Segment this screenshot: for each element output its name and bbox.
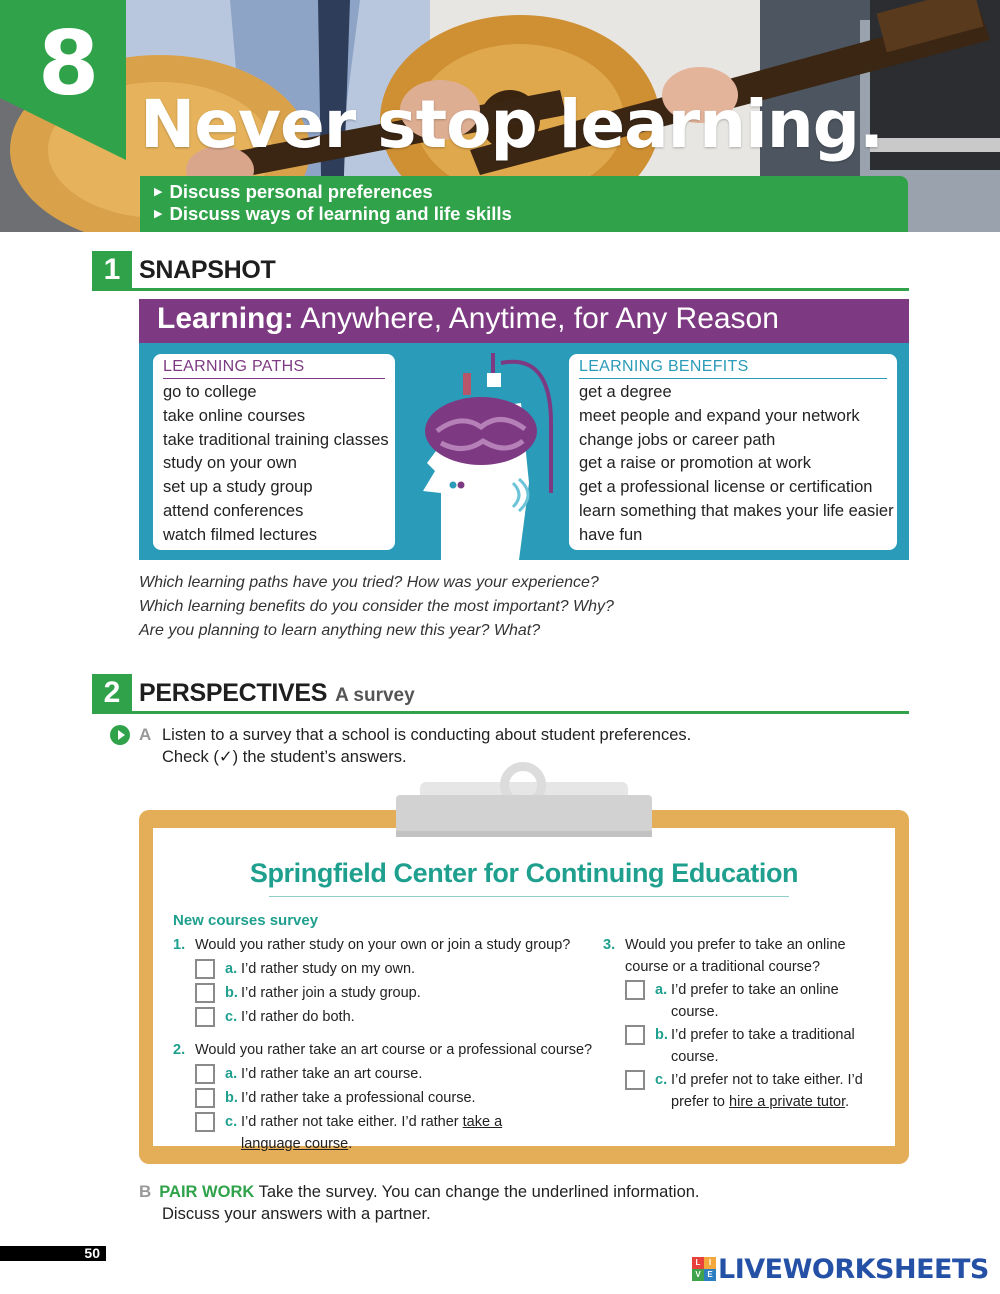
list-item: go to college (163, 383, 257, 401)
goal-text: Discuss personal preferences (169, 181, 433, 202)
survey-question-3 (603, 934, 883, 978)
clipboard (139, 810, 909, 1164)
list-item: get a professional license or certification (579, 478, 873, 497)
survey-question-2 (173, 1039, 593, 1061)
option-2c (195, 1111, 515, 1155)
option-text: course. (671, 1004, 719, 1020)
survey-paper (153, 828, 895, 1152)
title-underline (269, 896, 789, 897)
logo-letter: L (692, 1257, 704, 1269)
instruction-line: Listen to a survey that a school is conducting about student preferences. (162, 726, 692, 744)
unit-hero (0, 0, 1000, 232)
unit-goals (140, 176, 908, 232)
option-text-part: prefer to (671, 1094, 730, 1110)
option-letter: c. (655, 1072, 668, 1088)
section-title: SNAPSHOT (139, 256, 276, 284)
question-number: 1. (173, 937, 186, 953)
liveworksheets-brand[interactable] (692, 1254, 989, 1284)
section-number: 2 (92, 674, 132, 712)
brand-text: LIVEWORKSHEETS (718, 1253, 989, 1285)
unit-number: 8 (38, 12, 100, 115)
discussion-question: Are you planning to learn anything new this year? What? (139, 622, 541, 639)
answer-checkbox[interactable] (195, 1112, 215, 1132)
exercise-a-instructions (110, 724, 691, 768)
goal-item (154, 181, 894, 203)
list-item: meet people and expand your network (579, 406, 860, 425)
underlined-phrase: hire a private tutor (729, 1094, 846, 1110)
option-letter: a. (225, 961, 238, 977)
option-text-part: I’d rather not take either. I’d rather (241, 1114, 463, 1130)
answer-checkbox[interactable] (195, 1007, 215, 1027)
question-text: Would you rather take an art course or a professional course? (195, 1042, 593, 1058)
logo-letter: V (692, 1269, 704, 1281)
option-text-part: . (845, 1094, 850, 1110)
option-text (671, 1091, 885, 1113)
audio-play-icon[interactable] (110, 725, 130, 745)
question-text: Would you rather study on your own or join a study group? (195, 937, 571, 953)
list-item: take traditional training classes (163, 430, 389, 449)
survey-title: Springfield Center for Continuing Education (249, 858, 799, 888)
goal-item (154, 203, 894, 225)
exercise-letter: B (139, 1182, 152, 1201)
answer-checkbox[interactable] (195, 1088, 215, 1108)
question-number: 3. (603, 937, 616, 953)
option-text: I’d rather join a study group. (241, 985, 421, 1001)
section-subtitle: A survey (335, 685, 415, 706)
snapshot-body (139, 343, 909, 560)
panel-heading: LEARNING BENEFITS (579, 358, 887, 379)
unit-title: Never stop learning. (140, 86, 884, 163)
answer-checkbox[interactable] (195, 1064, 215, 1084)
triangle-bullet-icon: ▶ (154, 186, 163, 198)
answer-checkbox[interactable] (625, 1025, 645, 1045)
list-item: have fun (579, 525, 643, 544)
option-letter: b. (225, 1090, 238, 1106)
list-item: watch filmed lectures (163, 525, 318, 544)
goal-text: Discuss ways of learning and life skills (169, 203, 512, 224)
underlined-phrase: language course (241, 1136, 349, 1152)
survey-subtitle: New courses survey (173, 912, 319, 929)
snapshot-section-header (92, 251, 909, 291)
list-item: attend conferences (163, 501, 304, 520)
banner-bold: Learning: (157, 302, 294, 335)
learning-paths-panel (153, 354, 395, 550)
clipboard-clip (396, 795, 652, 837)
list-item: set up a study group (163, 478, 313, 497)
instruction-line: Discuss your answers with a partner. (162, 1205, 431, 1223)
option-3c (625, 1069, 885, 1113)
option-letter: b. (225, 985, 238, 1001)
pair-work-label: PAIR WORK (159, 1183, 255, 1201)
option-text (241, 1111, 515, 1155)
answer-checkbox[interactable] (195, 959, 215, 979)
option-letter: c. (225, 1114, 238, 1130)
option-2b (195, 1087, 476, 1109)
option-1a (195, 958, 415, 980)
survey-question-1 (173, 934, 573, 956)
instruction-line: Take the survey. You can change the underlined information. (258, 1183, 700, 1201)
liveworksheets-logo-icon (692, 1257, 716, 1281)
snapshot-banner (139, 299, 909, 343)
list-item: learn something that makes your life easier (579, 501, 894, 520)
option-2a (195, 1063, 422, 1085)
option-text: I’d rather do both. (241, 1009, 355, 1025)
option-text: I’d rather take a professional course. (241, 1090, 476, 1106)
option-letter: b. (655, 1027, 668, 1043)
brain-head-illustration (401, 343, 561, 560)
logo-letter: I (704, 1257, 716, 1269)
option-3b (625, 1024, 885, 1068)
list-item: get a raise or promotion at work (579, 454, 812, 473)
list-item: take online courses (163, 406, 306, 425)
answer-checkbox[interactable] (195, 983, 215, 1003)
perspectives-section-header (92, 674, 909, 714)
exercise-b-instructions (139, 1181, 700, 1225)
option-letter: a. (225, 1066, 238, 1082)
underlined-phrase: take a (462, 1114, 503, 1130)
logo-letter: E (704, 1269, 716, 1281)
learning-benefits-panel (569, 354, 897, 550)
section-title-text: PERSPECTIVES (139, 679, 328, 707)
snapshot-questions (139, 571, 614, 643)
option-letter: a. (655, 982, 668, 998)
option-text: course. (671, 1049, 719, 1065)
question-text: course or a traditional course? (625, 959, 821, 975)
option-text: I’d prefer to take a traditional (671, 1027, 855, 1043)
instruction-line: Check (✓) the student’s answers. (162, 748, 407, 766)
triangle-bullet-icon: ▶ (154, 208, 163, 220)
option-text: I’d rather study on my own. (241, 961, 416, 977)
option-text: I’d prefer to take an online (671, 982, 839, 998)
section-number: 1 (92, 251, 132, 289)
answer-checkbox[interactable] (625, 980, 645, 1000)
page-number-bar (0, 1246, 106, 1261)
discussion-question: Which learning benefits do you consider the most important? Why? (139, 598, 614, 615)
banner-rest: Anywhere, Anytime, for Any Reason (293, 302, 779, 335)
list-item: change jobs or career path (579, 430, 776, 449)
answer-checkbox[interactable] (625, 1070, 645, 1090)
question-number: 2. (173, 1042, 186, 1058)
exercise-letter: A (139, 725, 152, 744)
panel-heading: LEARNING PATHS (163, 358, 385, 379)
page-number: 50 (84, 1245, 100, 1261)
option-text-part: . (348, 1136, 353, 1152)
list-item: get a degree (579, 383, 672, 401)
option-text: I’d prefer not to take either. I’d (671, 1072, 863, 1088)
option-1b (195, 982, 421, 1004)
discussion-question: Which learning paths have you tried? How was your experience? (139, 574, 599, 591)
section-title (139, 679, 415, 708)
question-text: Would you prefer to take an online (625, 937, 846, 953)
option-letter: c. (225, 1009, 238, 1025)
option-1c (195, 1006, 355, 1028)
option-text: I’d rather take an art course. (241, 1066, 423, 1082)
option-3a (625, 979, 885, 1023)
list-item: study on your own (163, 454, 297, 473)
